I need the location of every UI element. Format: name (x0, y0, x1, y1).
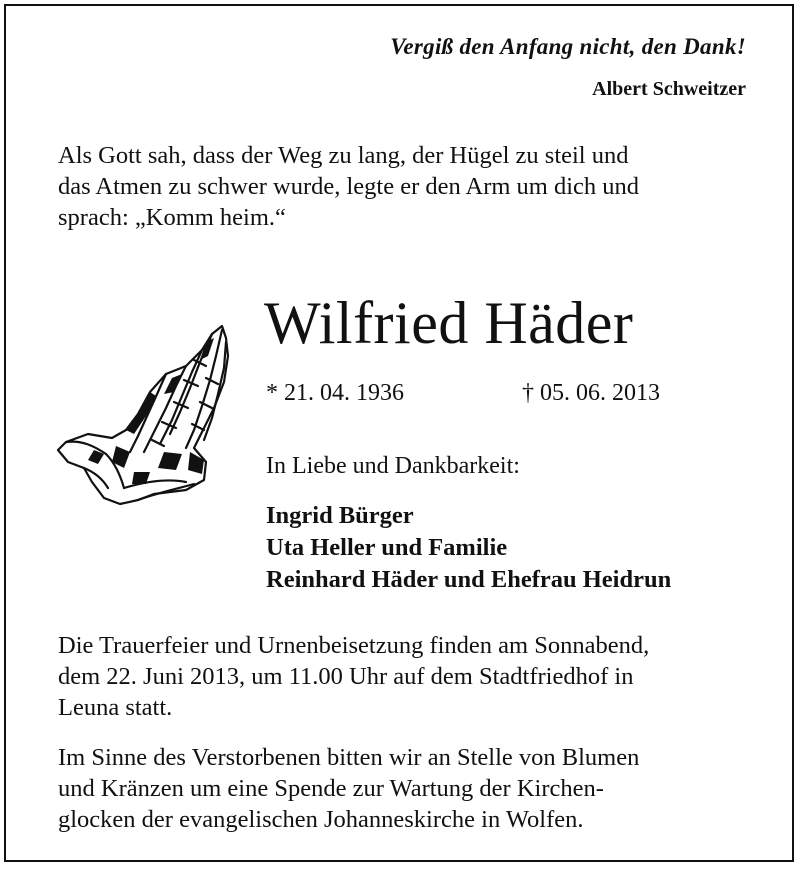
mourner-name: Reinhard Häder und Ehefrau Heidrun (266, 566, 672, 593)
death-date: † 05. 06. 2013 (522, 380, 660, 406)
mourner-name: Uta Heller und Familie (266, 534, 508, 561)
poem-line: das Atmen zu schwer wurde, legte er den Arm um dich und (58, 173, 640, 200)
poem-line: sprach: „Komm heim.“ (58, 204, 286, 231)
mourner-name: Ingrid Bürger (266, 502, 414, 529)
praying-hands-icon (54, 322, 232, 506)
quote-text: Vergiß den Anfang nicht, den Dank! (390, 34, 746, 59)
birth-date: * 21. 04. 1936 (266, 380, 404, 406)
donation-notice (58, 742, 758, 835)
donation-line: glocken der evangelischen Johanneskirche in Wolfen. (58, 806, 584, 833)
quote-author: Albert Schweitzer (592, 78, 746, 100)
ceremony-line: Die Trauerfeier und Urnenbeisetzung finden am Sonnabend, (58, 632, 650, 659)
thanks-line: In Liebe und Dankbarkeit: (266, 453, 520, 479)
donation-line: und Kränzen um eine Spende zur Wartung der Kirchen- (58, 775, 604, 802)
poem (58, 140, 758, 233)
mourners-list (266, 500, 671, 596)
deceased-name: Wilfried Häder (264, 290, 634, 356)
ceremony-line: dem 22. Juni 2013, um 11.00 Uhr auf dem Stadtfriedhof in (58, 663, 634, 690)
ceremony-line: Leuna statt. (58, 694, 173, 721)
donation-line: Im Sinne des Verstorbenen bitten wir an Stelle von Blumen (58, 744, 640, 771)
obituary-frame (4, 4, 794, 862)
ceremony-notice (58, 630, 758, 723)
poem-line: Als Gott sah, dass der Weg zu lang, der Hügel zu steil und (58, 142, 629, 169)
